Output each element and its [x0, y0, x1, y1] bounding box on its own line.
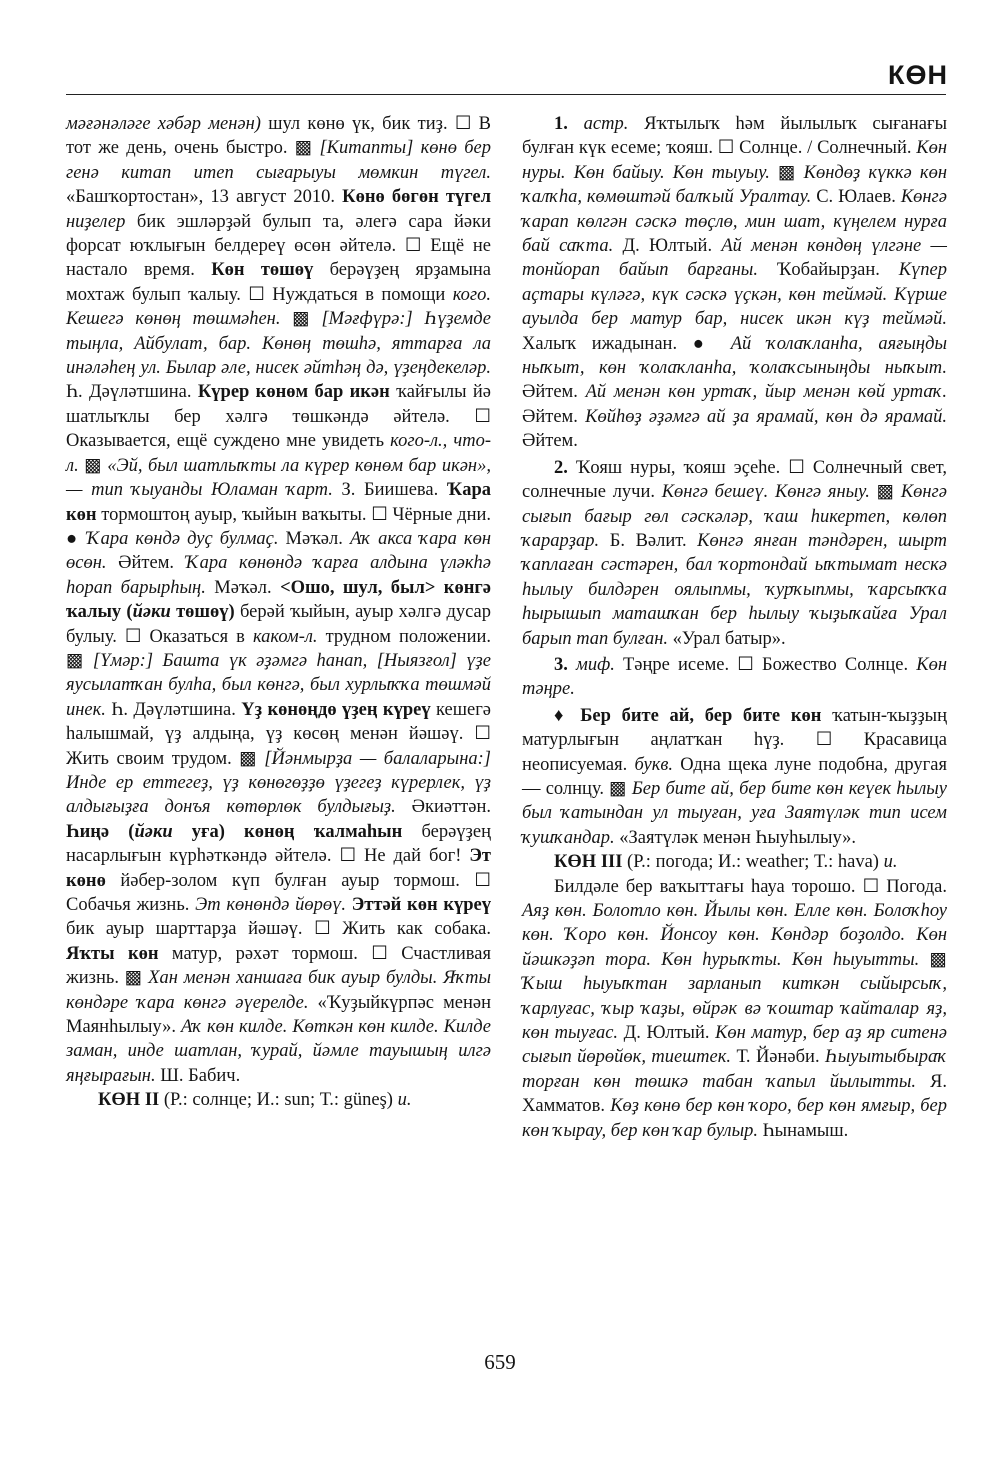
entry-paragraph: КӨН II (Р.: солнце; И.: sun; Т.: güneş) и.	[98, 1090, 412, 1111]
page-number: 659	[484, 1350, 516, 1374]
entry-paragraph: Билдәле бер ваҡыттағы һауа торошо. ☐ Погода. Аяҙ көн. Болотло көн. Йылы көн. Елле көн. Болоҡһоу көн. Ҡоро көн. Йонсоу көн. Көндәр боҙолдо. Көн йәшкәҙәп тора. Көн һурыҡты. Көн һыуытты. ▩ Ҡыш һыуыҡтан зарланып киткән сыйырсыҡ, ҡарлуғас, ҡыр ҡаҙы, өйрәк вә ҡоштар ҡайталар яҙ, көн тыуғас. Д. Юлтый. Көн матур, бер аҙ яр ситенә сығып йөрөйөк, тиештек. Т. Йәнәби. Һыуытыбыраҡ торған көн төшкә табан ҡапыл йылытты. Я. Хамматов. Көҙ көнө бер көн ҡоро, бер көн ямғыр, бер көн ҡырау, бер көн ҡар булыр. Һынамыш.	[522, 876, 948, 1141]
left-column	[66, 112, 491, 1113]
header-rule	[66, 94, 946, 95]
running-head: КӨН	[888, 60, 948, 90]
entry-paragraph: 3. миф. Тәңре исеме. ☐ Божество Солнце. Көн тәңре.	[522, 654, 948, 700]
entry-paragraph: 2. Ҡояш нуры, ҡояш эҫеһе. ☐ Солнечный свет, солнечные лучи. Көнгә бешеү. Көнгә яныу. ▩ Көнгә сығып бағыр гөл сәскәләр, ҡаш һикертеп, көлөп ҡарарҙар. Б. Вәлит. Көнгә янған тәндәрен, шырт ҡаплаған сәстәрен, бал ҡортондай ыҡтымат нескә һылыу билдәрен оялыпмы, ҡурҡыпмы, ҡарсыҡҡа һырышып маташҡан бер һылыу ҡыҙыҡайға Урал барып тап булған. «Урал батыр».	[522, 457, 947, 649]
entry-paragraph: КӨН III (Р.: погода; И.: weather; Т.: hava) и.	[554, 852, 898, 873]
entry-paragraph: мәғәнәләге хәбәр менән) шул көнө үк, бик тиҙ. ☐ В тот же день, очень быстро. ▩ [Китапты] көнө бер генә китап итеп сығарыуы мөмкин түгел. «Башҡортостан», 13 август 2010. Көнө бөгөн түгел ниҙелер бик эшләрҙәй булып та, әлегә сара йәки форсат юҡлығын белдереү өсөн әйтелә. ☐ Ещё не настало время. Көн төшөү берәүҙең ярҙамына мохтаж булып ҡалыу. ☐ Нуждаться в помощи кого. Кешегә көнөң төшмәһен. ▩ [Мәғфүрә:] Һүҙемде тыңла, Айбулат, бар. Көнөң төшһә, яттарға ла инәләһең ул. Былар әле, нисек әйтһәң дә, үҙеңдекеләр. Һ. Дәүләтшина. Күрер көнөм бар икән ҡайғылы йә шатлыҡлы бер хәлгә төшкәндә әйтелә. ☐ Оказывается, ещё суждено мне увидеть кого-л., что-л. ▩ «Эй, был шатлыҡты ла күрер көнөм бар икән», — тип ҡыуанды Юламан ҡарт. З. Биишева. Ҡара көн тормоштоң ауыр, ҡыйын ваҡыты. ☐ Чёрные дни. ● Ҡара көндә дуҫ булмаҫ. Мәҡәл. Аҡ акса ҡара көн өсөн. Әйтем. Ҡара көнөндә ҡарға алдына үләкһә һорап барырһың. Мәҡәл. <Ошо, шул, был> көнгә ҡалыу (йәки төшөү) берәй ҡыйын, ауыр хәлгә дусар булыу. ☐ Оказаться в каком-л. трудном положении. ▩ [Үмәр:] Башта үк әҙәмгә һанап, [Ныязғол] үҙе яусылатҡан булһа, был көнгә, был хурлыҡҡа төшмәй инек. Һ. Дәүләтшина. Үҙ көнөңдө үҙең күреү кешегә һалышмай, үҙ алдыңа, үҙ көсөң менән йәшәү. ☐ Жить своим трудом. ▩ [Йәнмырҙа — балаларына:] Инде ер еттегеҙ, үҙ көнөгөҙҙө үҙегеҙ күрерлек, үҙ алдығыҙға донъя көтөрлөк булдығыҙ. Әкиәттән. Һиңә (йәки уға) көнөң ҡалмаһын берәүҙең насарлығын күрһәткәндә әйтелә. ☐ Не дай бог! Эт көнө йәбер-золом күп булған ауыр тормош. ☐ Собачья жизнь. Эт көнөндә йөрөү. Эттәй көн күреү бик ауыр шарттарҙа йәшәү. ☐ Жить как собака. Яҡты көн матур, рәхәт тормош. ☐ Счастливая жизнь. ▩ Хан менән ханшаға бик ауыр булды. Яҡты көндәре ҡара көнгә әүерелде. «Ҡуҙыйкүрпәс менән Маянһылыу». Аҡ көн килде. Көткән көн килде. Килде заман, инде шатлан, ҡурай, йәмле тауышың илгә яңғырағын. Ш. Бабич.	[66, 114, 492, 1086]
entry-paragraph: ♦ Бер бите ай, бер бите көн ҡатын-ҡыҙҙың матурлығын аңлатҡан һүҙ. ☐ Красавица неописуемая. букв. Одна щека луне подобна, другая — солнцу. ▩ Бер бите ай, бер бите көн кеүек һылыу был ҡатындан ул тыуған, уға Заятүләк тип исем ҡушҡандар. «Заятүләк менән Һыуһылыу».	[522, 705, 947, 848]
entry-paragraph: 1. астр. Яҡтылыҡ һәм йылылыҡ сығанағы булған күк есеме; ҡояш. ☐ Солнце. / Солнечный. Көн нуры. Көн байыу. Көн тыуыу. ▩ Көндөҙ күккә көн ҡалҡһа, көмөштәй балҡый Уралтау. С. Юлаев. Көнгә ҡарап көлгән сәскә төҫлө, мин шат, күңелем нурға бай саҡта. Д. Юлтый. Ай менән көндөң үлгәне — тонйорап байып барғаны. Ҡобайырҙан. Күпер аҫтары күләгә, күк сәскә үҫкән, көн теймәй. Күрше ауылда бер матур бар, нисек икән күҙ теймәй. Халыҡ ижадынан. ● Ай ҡолаҡланһа, аяғыңды ныҡыт, көн ҡолаҡланһа, ҡолаҡсыныңды ныҡыт. Әйтем. Ай менән көн уртаҡ, йыр менән көй уртаҡ. Әйтем. Көйһөҙ әҙәмгә ай ҙа ярамай, көн дә ярамай. Әйтем.	[522, 114, 948, 452]
right-column	[522, 112, 947, 1143]
